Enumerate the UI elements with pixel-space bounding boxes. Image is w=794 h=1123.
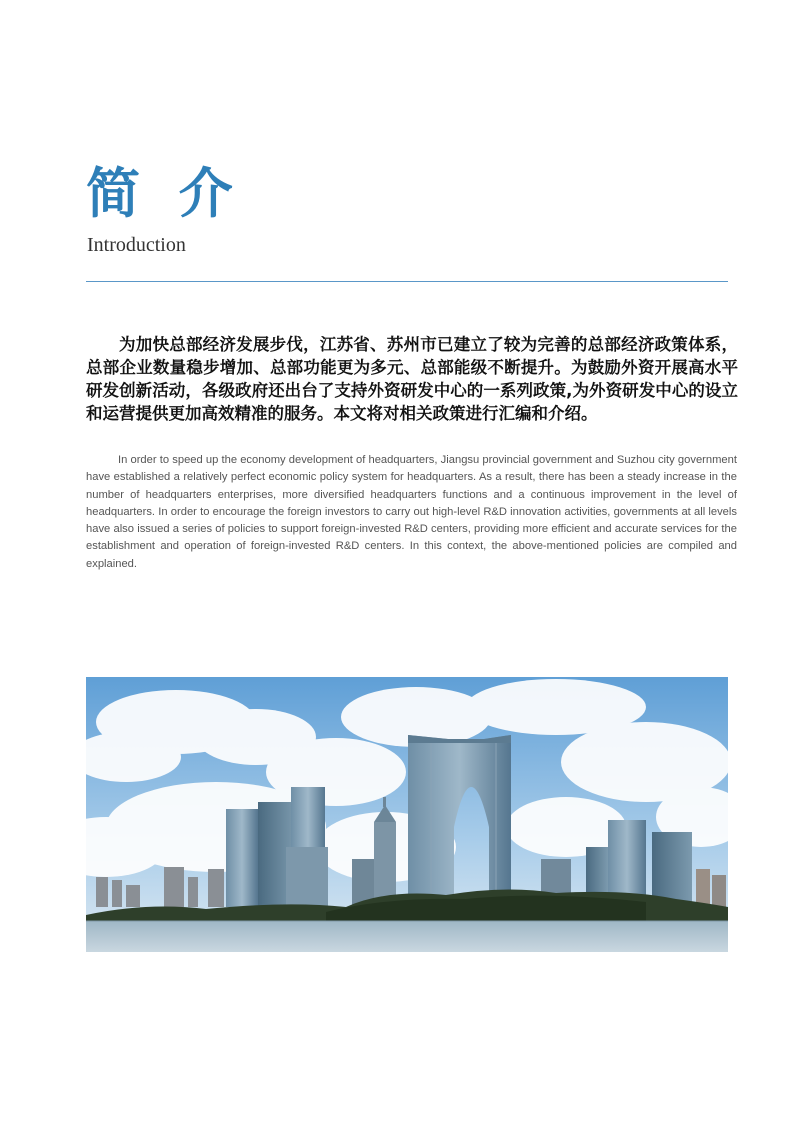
page-subtitle: Introduction [87,234,186,256]
skyline-photo [86,677,728,952]
divider [86,281,728,282]
intro-paragraph-en: In order to speed up the economy development of headquarters, Jiangsu provincial government and Suzhou city government have established a relatively perfect economic policy system for headquarters. As a result, there has been a steady increase in the number of headquarters enterprises, more diversified headquarters functions and a continuous improvement in the level of headquarters. In order to encourage the foreign investors to carry out high-level R&D innovation activities, governments at all levels have also issued a series of policies to support foreign-invested R&D centers, providing more efficient and accurate services for the establishment and operation of foreign-invested R&D centers. In this context, the above-mentioned policies are compiled and explained. [86,454,737,570]
page-title: 简 介 [86,161,243,225]
intro-paragraph-zh: 为加快总部经济发展步伐，江苏省、苏州市已建立了较为完善的总部经济政策体系，总部企业数量稳步增加、总部功能更为多元、总部能级不断提升。为鼓励外资开展高水平研发创新活动，各级政府还出台了支持外资研发中心的一系列政策,为外资研发中心的设立和运营提供更加高效精准的服务。本文将对相关政策进行汇编和介绍。 [86,335,738,423]
